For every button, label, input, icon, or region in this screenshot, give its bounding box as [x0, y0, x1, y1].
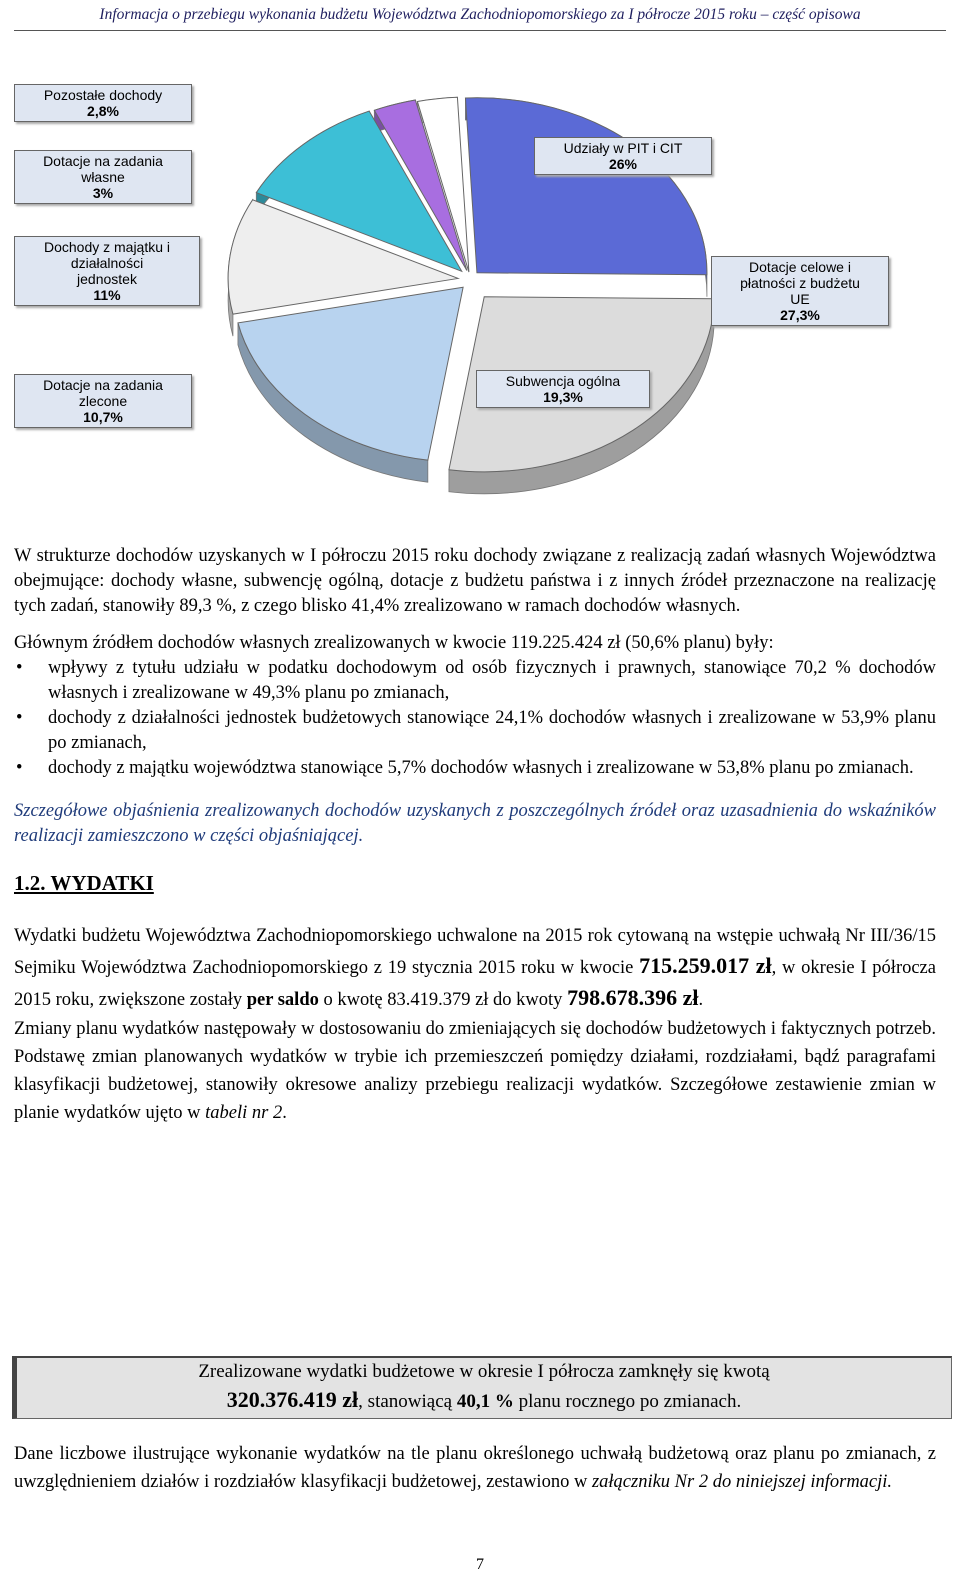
callout-pozostale	[14, 84, 192, 122]
text-run: Dane liczbowe ilustrujące wykonanie wydatków na tle planu określonego uchwałą budżetową oraz planu po zmianach, z uwzględnieniem działów i rozdziałów klasyfikacji budżetowej, zestawiono w	[14, 1444, 936, 1492]
amount-adopted: 715.259.017 zł	[639, 953, 772, 978]
callout-value: 2,8%	[87, 103, 119, 119]
summary-line: Zrealizowane wydatki budżetowe w okresie I półrocza zamknęły się kwotą	[198, 1361, 770, 1382]
callout-label: płatności z budżetu	[740, 275, 860, 291]
text-run: o kwotę 83.419.379 zł do kwoty	[318, 990, 568, 1010]
callout-label: zlecone	[78, 393, 128, 409]
callout-label: Subwencja ogólna	[505, 373, 621, 389]
callout-dochody-majatku	[14, 236, 200, 306]
section-heading-wrap	[14, 871, 936, 898]
text-run: , w okresie I półrocza 2015 roku, zwiększone zostały	[14, 958, 936, 1010]
callout-label: UE	[790, 291, 810, 307]
bullet-list	[14, 656, 936, 781]
callout-dotacje-zlecone	[14, 374, 192, 428]
header-rule	[14, 30, 946, 31]
per-saldo: per saldo	[246, 990, 319, 1010]
callout-label: Dochody z majątku i	[43, 239, 171, 255]
bullet-item: • dochody z działalności jednostek budżetowych stanowiące 24,1% dochodów własnych i zrealizowane w 53,9% planu po zmianach,	[48, 706, 936, 756]
callout-label: Udziały w PIT i CIT	[563, 140, 683, 156]
callout-label: własne	[81, 169, 125, 185]
callout-value: 19,3%	[543, 389, 583, 405]
pie-slice	[238, 287, 463, 460]
text-run: .	[698, 990, 704, 1010]
paragraph-structure: W strukturze dochodów uzyskanych w I półroczu 2015 roku dochody związane z realizacją zadań własnych Województwa obejmujące: dochody własne, subwencję ogólną, dotacje z budżetu państwa i z innych źródeł przeznaczone na realizację tych zadań, stanowiły 89,3 %, z czego blisko 41,4% zrealizowano w ramach dochodów własnych.	[14, 546, 936, 616]
callout-value: 3%	[92, 185, 114, 201]
text-run: , stanowiącą	[358, 1391, 457, 1412]
paragraph-details: Szczegółowe objaśnienia zrealizowanych dochodów uzyskanych z poszczególnych źródeł oraz uzasadnienia do wskaźników realizacji zamieszczono w części objaśniającej.	[14, 801, 936, 846]
paragraph-plan-changes	[14, 1015, 936, 1127]
callout-dotacje-ue	[711, 256, 889, 326]
table-reference: tabeli nr 2	[205, 1103, 283, 1123]
summary-amount: 320.376.419 zł	[226, 1387, 359, 1412]
page-number: 7	[476, 1556, 484, 1573]
amount-after-changes: 798.678.396 zł	[567, 985, 699, 1010]
callout-label: Dotacje na zadania	[43, 153, 163, 169]
section-heading: 1.2. WYDATKI	[14, 871, 154, 895]
summary-percent: 40,1 %	[456, 1391, 514, 1412]
text-run: .	[282, 1103, 287, 1123]
body-text	[14, 544, 936, 1127]
pie-slice	[465, 98, 706, 275]
callout-subwencja	[476, 370, 650, 408]
paragraph-attachment	[14, 1440, 936, 1496]
bullet-item: • wpływy z tytułu udziału w podatku dochodowym od osób fizycznych i prawnych, stanowiące 70,2 % dochodów własnych i zrealizowane w 49,3% planu po zmianach,	[48, 656, 936, 706]
page-header: Informacja o przebiegu wykonania budżetu Województwa Zachodniopomorskiego za I półrocze 2015 roku – część opisowa	[99, 6, 861, 23]
callout-dotacje-wlasne	[14, 150, 192, 204]
summary-box	[12, 1356, 952, 1419]
callout-label: Pozostałe dochody	[43, 87, 163, 103]
callout-pit-cit	[534, 137, 712, 175]
callout-label: działalności	[70, 255, 144, 271]
callout-label: Dotacje na zadania	[43, 377, 163, 393]
callout-value: 27,3%	[780, 307, 820, 323]
paragraph-expenses	[14, 922, 936, 1015]
callout-label: Dotacje celowe i	[749, 259, 851, 275]
callout-value: 11%	[93, 287, 121, 303]
text-run: Wydatki budżetu Województwa Zachodniopomorskiego uchwalone na 2015 rok cytowaną na wstępie uchwałą Nr III/36/15 Sejmiku Województwa Zachodniopomorskiego z 19 stycznia 2015 roku w kwocie	[14, 926, 936, 978]
paragraph-main-source: Głównym źródłem dochodów własnych zrealizowanych w kwocie 119.225.424 zł (50,6% planu) były:	[14, 633, 774, 653]
callout-value: 10,7%	[83, 409, 123, 425]
text-run: planu rocznego po zmianach.	[513, 1391, 742, 1412]
summary-line-2	[17, 1386, 951, 1416]
callout-label: jednostek	[77, 271, 137, 287]
text-run: Zmiany planu wydatków następowały w dostosowaniu do zmieniających się dochodów budżetowych i faktycznych potrzeb. Podstawę zmian planowanych wydatków w trybie ich przemieszczeń pomiędzy działami, rozdziałami, bądź paragrafami klasyfikacji budżetowej, stanowiły okresowe analizy przebiegu realizacji wydatków. Szczegółowe zestawienie zmian w planie wydatków ujęto w	[14, 1019, 936, 1123]
callout-value: 26%	[608, 156, 638, 172]
closing-text	[14, 1440, 936, 1496]
attachment-reference: załączniku Nr 2 do niniejszej informacji.	[591, 1472, 893, 1492]
bullet-item: • dochody z majątku województwa stanowiące 5,7% dochodów własnych i zrealizowane w 53,8% planu po zmianach.	[48, 756, 936, 781]
